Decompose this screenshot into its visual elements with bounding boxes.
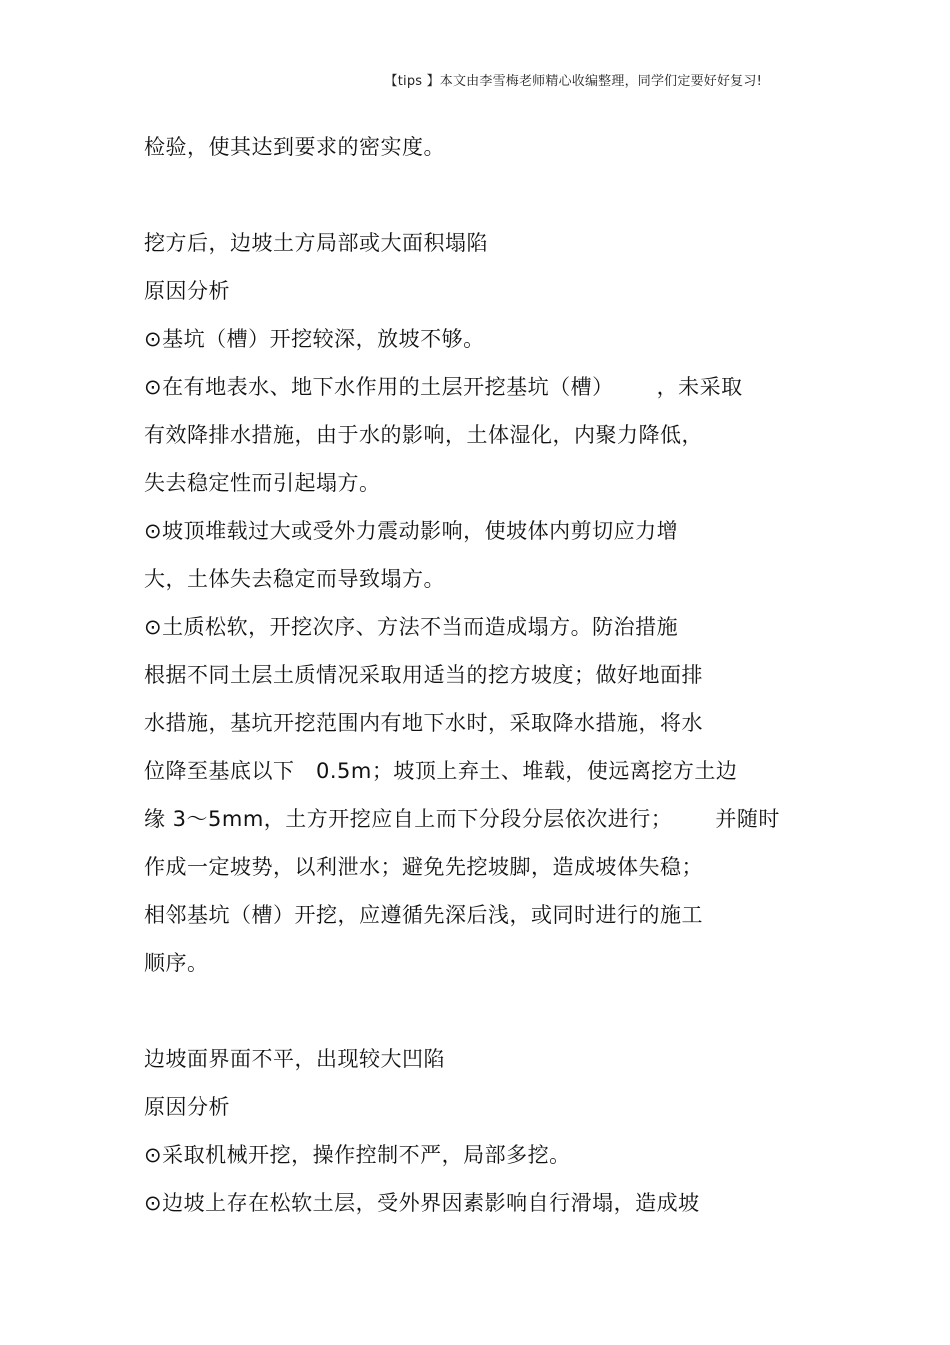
header-tip: 【tips 】本文由李雪梅老师精心收编整理，同学们定要好好复习! [384, 74, 762, 89]
text-line: 位降至基底以下 0.5m；坡顶上弃土、堆载，使远离挖方土边 [144, 759, 738, 783]
text-line: 有效降排水措施，由于水的影响，土体湿化，内聚力降低， [144, 423, 703, 447]
text-line: ⊙边坡上存在松软土层，受外界因素影响自行滑塌，造成坡 [144, 1191, 700, 1215]
subheading: 原因分析 [144, 279, 230, 303]
text-line: 失去稳定性而引起塌方。 [144, 471, 381, 495]
text-line: ⊙坡顶堆载过大或受外力震动影响，使坡体内剪切应力增 [144, 519, 679, 543]
section-heading: 边坡面界面不平，出现较大凹陷 [144, 1047, 445, 1071]
section-heading: 挖方后，边坡土方局部或大面积塌陷 [144, 231, 488, 255]
text-line: 顺序。 [144, 951, 209, 975]
text-line: 相邻基坑（槽）开挖，应遵循先深后浅，或同时进行的施工 [144, 903, 703, 927]
text-line: 缘 3～5mm，土方开挖应自上而下分段分层依次进行； 并随时 [144, 807, 780, 831]
text-line: 检验，使其达到要求的密实度。 [144, 135, 445, 159]
text-line: 作成一定坡势，以利泄水；避免先挖坡脚，造成坡体失稳； [144, 855, 703, 879]
text-line: 根据不同土层土质情况采取用适当的挖方坡度；做好地面排 [144, 663, 703, 687]
text-line: ⊙采取机械开挖，操作控制不严，局部多挖。 [144, 1143, 571, 1167]
subheading: 原因分析 [144, 1095, 230, 1119]
text-line: ⊙在有地表水、地下水作用的土层开挖基坑（槽） ，未采取 [144, 375, 743, 399]
text-line: ⊙基坑（槽）开挖较深，放坡不够。 [144, 327, 485, 351]
text-line: 水措施，基坑开挖范围内有地下水时，采取降水措施，将水 [144, 711, 703, 735]
text-line: 大，土体失去稳定而导致塌方。 [144, 567, 445, 591]
text-line: ⊙土质松软，开挖次序、方法不当而造成塌方。防治措施 [144, 615, 679, 639]
